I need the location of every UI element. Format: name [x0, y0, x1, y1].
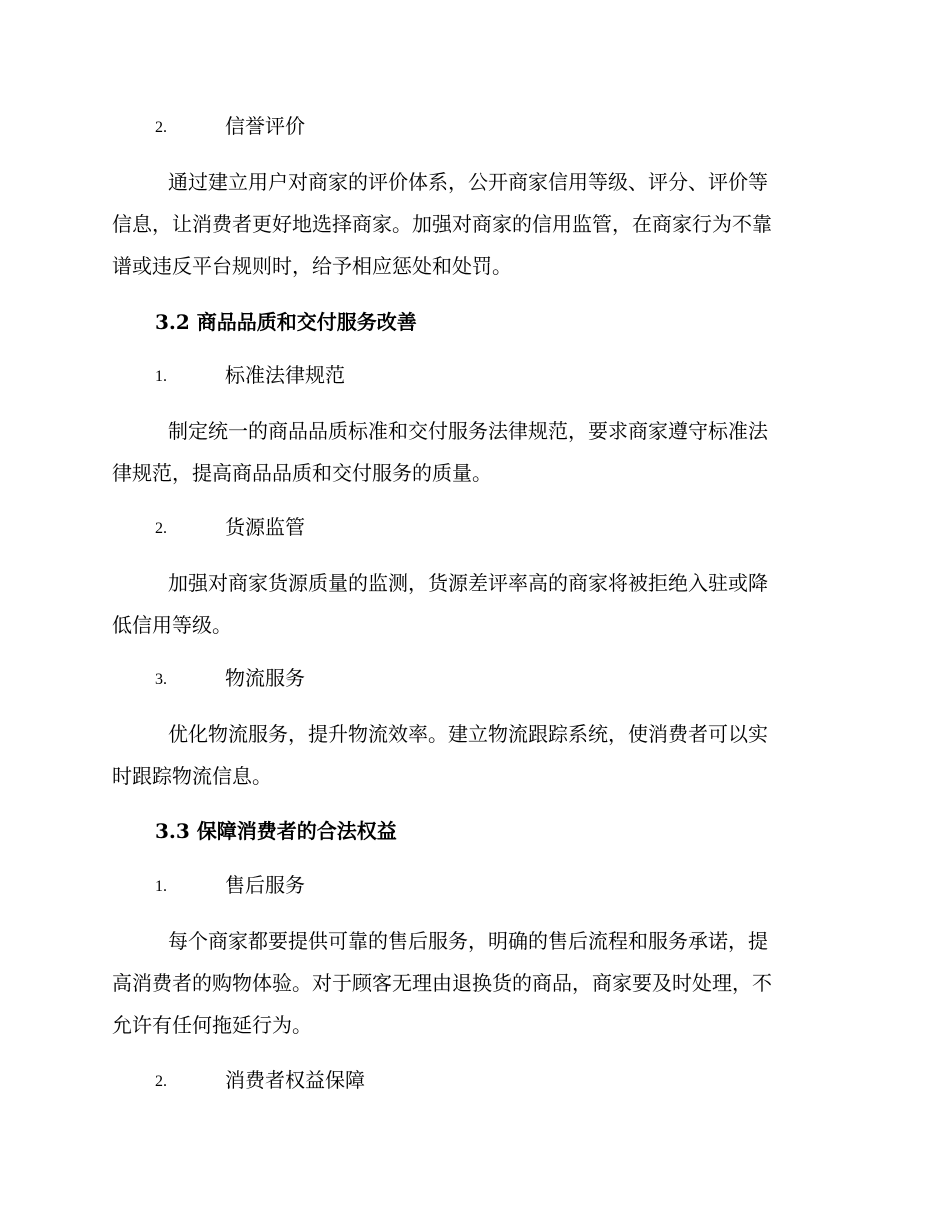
- section-heading: 3.3 保障消费者的合法权益: [155, 819, 397, 843]
- list-number: 3.: [155, 671, 167, 688]
- paragraph-line: 谱或违反平台规则时，给予相应惩处和处罚。: [112, 254, 512, 278]
- list-item-title: 货源监管: [225, 515, 305, 539]
- list-number: 1.: [155, 368, 167, 385]
- list-item-title: 信誉评价: [225, 114, 305, 138]
- paragraph: [112, 161, 832, 287]
- list-item-title: 消费者权益保障: [225, 1068, 365, 1092]
- list-item-title: 标准法律规范: [225, 363, 345, 387]
- paragraph: [112, 562, 832, 646]
- list-number: 2.: [155, 119, 167, 136]
- paragraph-line: 低信用等级。: [112, 613, 232, 637]
- paragraph-line: 时跟踪物流信息。: [112, 764, 272, 788]
- list-number: 2.: [155, 1073, 167, 1090]
- paragraph-line: 信息，让消费者更好地选择商家。加强对商家的信用监管，在商家行为不靠: [112, 212, 772, 236]
- paragraph: [112, 713, 832, 797]
- section-heading: 3.2 商品品质和交付服务改善: [155, 310, 417, 334]
- paragraph-line: 律规范，提高商品品质和交付服务的质量。: [112, 461, 492, 485]
- paragraph-line: 制定统一的商品品质标准和交付服务法律规范，要求商家遵守标准法: [168, 419, 768, 443]
- list-item-title: 物流服务: [225, 666, 305, 690]
- paragraph-line: 通过建立用户对商家的评价体系，公开商家信用等级、评分、评价等: [168, 170, 768, 194]
- paragraph-line: 加强对商家货源质量的监测，货源差评率高的商家将被拒绝入驻或降: [168, 571, 768, 595]
- paragraph-line: 高消费者的购物体验。对于顾客无理由退换货的商品，商家要及时处理，不: [112, 971, 772, 995]
- list-number: 1.: [155, 878, 167, 895]
- paragraph-line: 每个商家都要提供可靠的售后服务，明确的售后流程和服务承诺，提: [168, 929, 768, 953]
- paragraph-line: 优化物流服务，提升物流效率。建立物流跟踪系统，使消费者可以实: [168, 722, 768, 746]
- paragraph: [112, 920, 832, 1046]
- list-item-title: 售后服务: [225, 873, 305, 897]
- paragraph: [112, 410, 832, 494]
- list-number: 2.: [155, 520, 167, 537]
- paragraph-line: 允许有任何拖延行为。: [112, 1013, 312, 1037]
